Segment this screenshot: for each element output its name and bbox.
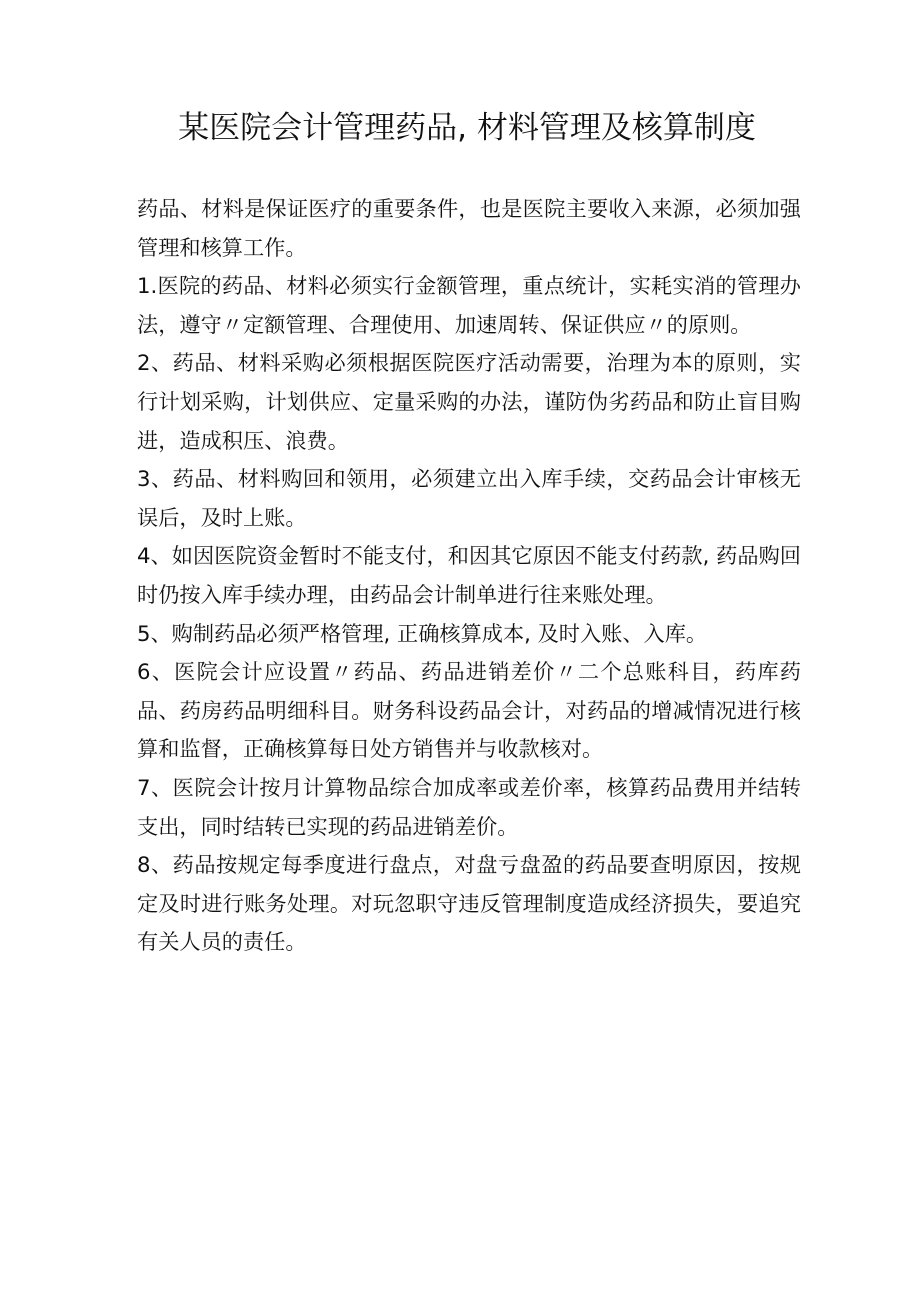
rule-item-8: 8、药品按规定每季度进行盘点，对盘亏盘盈的药品要查明原因，按规定及时进行账务处理。对玩忽职守违反管理制度造成经济损失，要追究有关人员的责任。 bbox=[137, 852, 801, 955]
rule-item-6: 6、医院会计应设置〃药品、药品进销差价〃二个总账科目，药库药品、药房药品明细科目。财务科设药品会计，对药品的增减情况进行核算和监督，正确核算每日处方销售并与收款核对。 bbox=[137, 659, 801, 762]
intro-paragraph: 药品、材料是保证医疗的重要条件，也是医院主要收入来源，必须加强管理和核算工作。 bbox=[137, 196, 801, 260]
document-body bbox=[137, 190, 801, 962]
rule-item-5: 5、购制药品必须严格管理, 正确核算成本, 及时入账、入库。 bbox=[137, 620, 708, 646]
rule-item-7: 7、医院会计按月计算物品综合加成率或差价率，核算药品费用并结转支出，同时结转已实现的药品进销差价。 bbox=[137, 774, 801, 839]
rule-item-2: 2、药品、材料采购必须根据医院医疗活动需要，治理为本的原则，实行计划采购，计划供应、定量采购的办法，谨防伪劣药品和防止盲目购进，造成积压、浪费。 bbox=[137, 350, 801, 453]
rule-item-4: 4、如因医院资金暂时不能支付，和因其它原因不能支付药款, 药品购回时仍按入库手续办理，由药品会计制单进行往来账处理。 bbox=[137, 543, 801, 607]
rule-item-3: 3、药品、材料购回和领用，必须建立出入库手续，交药品会计审核无误后，及时上账。 bbox=[137, 466, 801, 530]
rule-item-1: 1.医院的药品、材料必须实行金额管理，重点统计，实耗实消的管理办法，遵守〃定额管理、合理使用、加速周转、保证供应〃的原则。 bbox=[137, 273, 801, 337]
document-title: 某医院会计管理药品, 材料管理及核算制度 bbox=[178, 110, 756, 146]
